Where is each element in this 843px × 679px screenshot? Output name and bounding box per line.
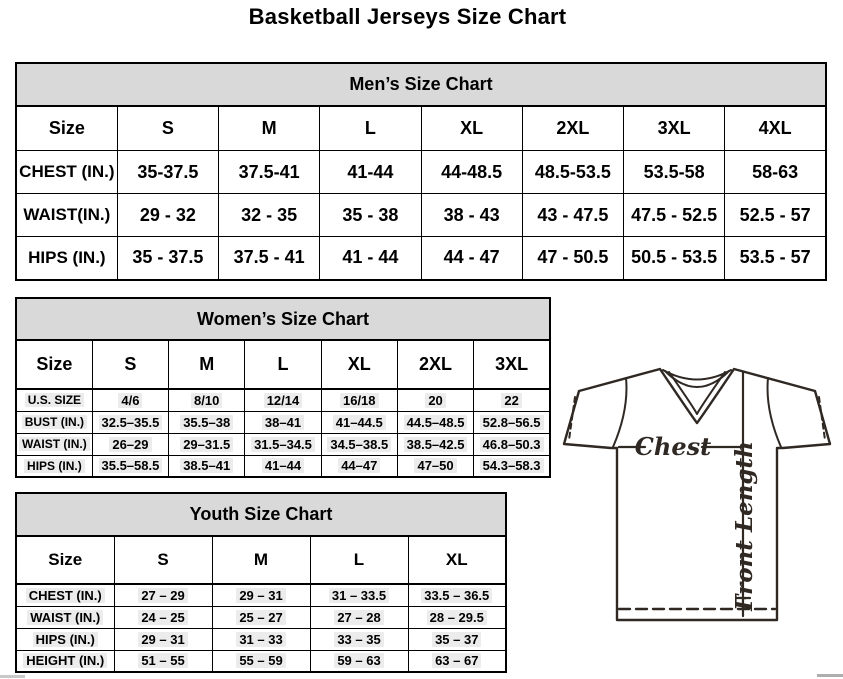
cell-value: 31 – 33.5 xyxy=(329,588,389,603)
column-header: L xyxy=(310,536,408,584)
row-label xyxy=(16,389,92,411)
table-cell xyxy=(474,455,550,477)
scrollbar-fragment-right[interactable] xyxy=(817,674,843,677)
cell-value: 41 - 44 xyxy=(342,247,399,268)
table-cell xyxy=(474,389,550,411)
cell-value: 31 – 33 xyxy=(236,632,285,647)
table-cell xyxy=(725,237,826,280)
table-cell xyxy=(310,606,408,628)
page-title: Basketball Jerseys Size Chart xyxy=(248,4,567,29)
cell-value: 38–41 xyxy=(262,415,304,430)
table-cell xyxy=(522,237,623,280)
column-header: S xyxy=(117,106,218,151)
cell-value: 12/14 xyxy=(264,393,303,408)
table-title: Women’s Size Chart xyxy=(16,298,550,340)
cell-value: 38.5–42.5 xyxy=(404,437,468,452)
table-row xyxy=(16,455,550,477)
cell-value: 38 - 43 xyxy=(443,204,500,225)
cell-value: 25 – 27 xyxy=(236,610,285,625)
table-cell xyxy=(321,433,397,455)
column-header: 2XL xyxy=(522,106,623,151)
column-header: 2XL xyxy=(397,340,473,389)
cuff-stitch-left xyxy=(569,397,575,440)
table-cell xyxy=(245,455,321,477)
cell-value: 24 – 25 xyxy=(138,610,187,625)
row-label-text: WAIST (IN.) xyxy=(19,437,90,451)
table-cell xyxy=(92,455,168,477)
table-cell xyxy=(320,194,421,237)
cell-value: 29 – 31 xyxy=(138,632,187,647)
table-cell xyxy=(245,433,321,455)
table-cell xyxy=(408,606,506,628)
column-header: S xyxy=(114,536,212,584)
column-header: XL xyxy=(421,106,522,151)
womens-size-table xyxy=(15,297,551,478)
table-title-row xyxy=(16,63,826,106)
table-cell xyxy=(522,194,623,237)
table-cell xyxy=(624,151,725,194)
table-cell xyxy=(310,628,408,650)
row-label xyxy=(16,606,114,628)
cell-value: 44-48.5 xyxy=(441,161,503,182)
row-label-text: HEIGHT (IN.) xyxy=(23,653,107,668)
table-cell xyxy=(114,650,212,672)
row-label xyxy=(16,628,114,650)
cell-value: 44–47 xyxy=(338,458,380,473)
column-header-row xyxy=(16,340,550,389)
cell-value: 37.5-41 xyxy=(238,161,300,182)
cuff-stitch-right xyxy=(819,397,825,440)
column-header: M xyxy=(219,106,320,151)
row-label xyxy=(16,151,117,194)
table-cell xyxy=(169,455,245,477)
table-cell xyxy=(397,433,473,455)
cell-value: 16/18 xyxy=(340,393,379,408)
table-row xyxy=(16,389,550,411)
front-length-label: Front Length xyxy=(731,441,758,611)
column-header: XL xyxy=(321,340,397,389)
column-header: S xyxy=(92,340,168,389)
row-label-text: U.S. SIZE xyxy=(25,393,84,407)
table-title-row xyxy=(16,493,506,536)
jersey-outline xyxy=(564,369,830,620)
cell-value: 52.5 - 57 xyxy=(739,204,811,225)
cell-value: 29 – 31 xyxy=(236,588,285,603)
table-cell xyxy=(397,455,473,477)
youth-size-table xyxy=(15,492,507,673)
cell-value: 8/10 xyxy=(191,393,222,408)
cell-value: 53.5-58 xyxy=(643,161,705,182)
table-cell xyxy=(522,151,623,194)
table-row xyxy=(16,628,506,650)
cell-value: 35.5–38 xyxy=(180,415,233,430)
table-cell xyxy=(114,628,212,650)
cell-value: 38.5–41 xyxy=(180,458,233,473)
table-cell xyxy=(725,194,826,237)
row-label xyxy=(16,455,92,477)
cell-value: 43 - 47.5 xyxy=(537,204,609,225)
table-cell xyxy=(408,650,506,672)
cell-value: 35 – 37 xyxy=(432,632,481,647)
table-cell xyxy=(725,151,826,194)
column-header: XL xyxy=(408,536,506,584)
cell-value: 63 – 67 xyxy=(432,653,481,668)
column-header: 3XL xyxy=(624,106,725,151)
chest-label: Chest xyxy=(634,432,712,461)
cell-value: 27 – 28 xyxy=(334,610,383,625)
table-cell xyxy=(624,194,725,237)
table-cell xyxy=(212,606,310,628)
cell-value: 27 – 29 xyxy=(138,588,187,603)
cell-value: 28 – 29.5 xyxy=(427,610,487,625)
table-cell xyxy=(219,237,320,280)
table-cell xyxy=(117,151,218,194)
cell-value: 22 xyxy=(501,393,521,408)
table-cell xyxy=(474,433,550,455)
jersey-measurement-diagram xyxy=(553,358,843,660)
row-label-text: CHEST (IN.) xyxy=(26,588,105,603)
cell-value: 32 - 35 xyxy=(241,204,298,225)
table-title-row xyxy=(16,298,550,340)
corner-header: Size xyxy=(16,536,114,584)
cell-value: 48.5-53.5 xyxy=(534,161,611,182)
table-row xyxy=(16,237,826,280)
row-label-text: WAIST(IN.) xyxy=(23,205,111,224)
cell-value: 53.5 - 57 xyxy=(739,247,811,268)
cell-value: 35 - 38 xyxy=(342,204,399,225)
row-label xyxy=(16,194,117,237)
table-cell xyxy=(219,194,320,237)
table-cell xyxy=(321,455,397,477)
armhole-seam-right xyxy=(768,378,781,447)
cell-value: 29–31.5 xyxy=(180,437,233,452)
cell-value: 47 - 50.5 xyxy=(537,247,609,268)
cell-value: 35 - 37.5 xyxy=(132,247,204,268)
table-row xyxy=(16,411,550,433)
cell-value: 46.8–50.3 xyxy=(480,437,544,452)
cell-value: 47–50 xyxy=(414,458,456,473)
cell-value: 37.5 - 41 xyxy=(233,247,305,268)
table-cell xyxy=(114,606,212,628)
column-header: M xyxy=(169,340,245,389)
cell-value: 33 – 35 xyxy=(334,632,383,647)
mens-size-table xyxy=(15,62,827,281)
table-cell xyxy=(245,411,321,433)
table-cell xyxy=(624,237,725,280)
cell-value: 34.5–38.5 xyxy=(327,437,391,452)
table-row xyxy=(16,151,826,194)
cell-value: 50.5 - 53.5 xyxy=(631,247,718,268)
row-label-text: HIPS (IN.) xyxy=(28,247,106,267)
row-label-text: WAIST (IN.) xyxy=(27,610,103,625)
table-row xyxy=(16,584,506,606)
table-cell xyxy=(320,237,421,280)
table-cell xyxy=(310,650,408,672)
table-cell xyxy=(408,584,506,606)
cell-value: 41-44 xyxy=(347,161,394,182)
table-cell xyxy=(92,411,168,433)
table-cell xyxy=(397,389,473,411)
cell-value: 20 xyxy=(425,393,445,408)
table-cell xyxy=(397,411,473,433)
row-label xyxy=(16,237,117,280)
table-cell xyxy=(421,194,522,237)
table-cell xyxy=(474,411,550,433)
table-cell xyxy=(212,628,310,650)
column-header: M xyxy=(212,536,310,584)
cell-value: 4/6 xyxy=(118,393,142,408)
table-cell xyxy=(320,151,421,194)
cell-value: 44.5–48.5 xyxy=(404,415,468,430)
table-cell xyxy=(117,194,218,237)
cell-value: 52.8–56.5 xyxy=(480,415,544,430)
cell-value: 59 – 63 xyxy=(334,653,383,668)
table-row xyxy=(16,606,506,628)
row-label-text: CHEST (IN.) xyxy=(19,162,115,181)
row-label xyxy=(16,584,114,606)
table-title: Youth Size Chart xyxy=(16,493,506,536)
cell-value: 41–44 xyxy=(262,458,304,473)
table-cell xyxy=(212,650,310,672)
table-cell xyxy=(212,584,310,606)
column-header: L xyxy=(320,106,421,151)
cell-value: 32.5–35.5 xyxy=(99,415,163,430)
row-label xyxy=(16,411,92,433)
table-cell xyxy=(321,389,397,411)
armhole-seam-left xyxy=(613,378,626,447)
scrollbar-fragment-left[interactable] xyxy=(0,675,25,678)
table-cell xyxy=(245,389,321,411)
cell-value: 31.5–34.5 xyxy=(251,437,315,452)
table-row xyxy=(16,194,826,237)
corner-header: Size xyxy=(16,106,117,151)
column-header-row xyxy=(16,106,826,151)
table-cell xyxy=(421,237,522,280)
cell-value: 51 – 55 xyxy=(138,653,187,668)
table-cell xyxy=(92,389,168,411)
row-label-text: HIPS (IN.) xyxy=(33,632,98,647)
cell-value: 35-37.5 xyxy=(137,161,199,182)
table-cell xyxy=(92,433,168,455)
row-label xyxy=(16,433,92,455)
table-cell xyxy=(114,584,212,606)
table-cell xyxy=(219,151,320,194)
cell-value: 58-63 xyxy=(752,161,799,182)
row-label-text: HIPS (IN.) xyxy=(24,459,85,473)
table-cell xyxy=(169,433,245,455)
column-header: L xyxy=(245,340,321,389)
table-cell xyxy=(169,411,245,433)
table-cell xyxy=(310,584,408,606)
cell-value: 54.3–58.3 xyxy=(480,458,544,473)
table-title: Men’s Size Chart xyxy=(16,63,826,106)
table-cell xyxy=(408,628,506,650)
cell-value: 26–29 xyxy=(109,437,151,452)
table-cell xyxy=(169,389,245,411)
table-cell xyxy=(321,411,397,433)
column-header: 3XL xyxy=(474,340,550,389)
table-row xyxy=(16,650,506,672)
column-header-row xyxy=(16,536,506,584)
table-row xyxy=(16,433,550,455)
row-label-text: BUST (IN.) xyxy=(22,415,87,429)
table-cell xyxy=(421,151,522,194)
row-label xyxy=(16,650,114,672)
cell-value: 33.5 – 36.5 xyxy=(421,588,492,603)
cell-value: 47.5 - 52.5 xyxy=(631,204,718,225)
cell-value: 55 – 59 xyxy=(236,653,285,668)
cell-value: 29 - 32 xyxy=(139,204,196,225)
cell-value: 41–44.5 xyxy=(333,415,386,430)
table-cell xyxy=(117,237,218,280)
column-header: 4XL xyxy=(725,106,826,151)
corner-header: Size xyxy=(16,340,92,389)
cell-value: 44 - 47 xyxy=(443,247,500,268)
cell-value: 35.5–58.5 xyxy=(99,458,163,473)
